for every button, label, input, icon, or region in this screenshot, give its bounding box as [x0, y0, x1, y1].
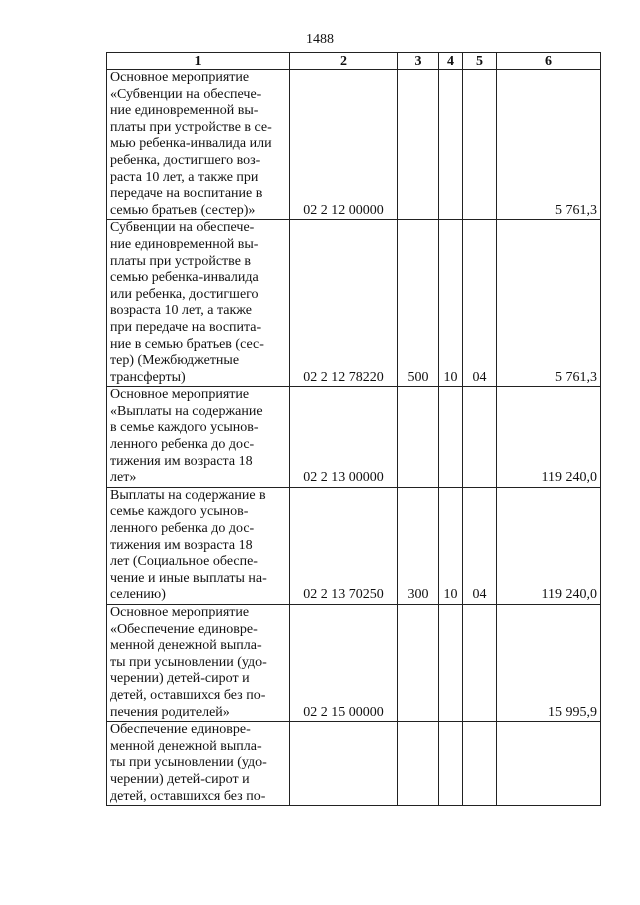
subsection: 04 [463, 220, 497, 387]
subsection [463, 387, 497, 488]
subsection: 04 [463, 487, 497, 604]
section [439, 387, 463, 488]
section [439, 605, 463, 722]
amount [497, 722, 601, 806]
item-name: Субвенции на обеспече- ние единовременной вы- платы при устройстве в семью ребенка-инвалида или ребенка, достигшего возраста 10 лет, а также при передаче на воспита- ние в семью братьев (сес- тер) (Межбюджетные трансферты) [107, 220, 290, 387]
budget-code: 02 2 12 78220 [290, 220, 398, 387]
table-row [107, 387, 601, 488]
expense-type: 300 [398, 487, 439, 604]
amount: 5 761,3 [497, 220, 601, 387]
item-name: Основное мероприятие «Обеспечение единовре- менной денежной выпла- ты при усыновлении (удо- черении) детей-сирот и детей, оставшихся без по- печения родителей» [107, 605, 290, 722]
section: 10 [439, 220, 463, 387]
expense-type [398, 605, 439, 722]
amount: 119 240,0 [497, 487, 601, 604]
budget-code [290, 722, 398, 806]
amount: 15 995,9 [497, 605, 601, 722]
column-header: 5 [463, 53, 497, 70]
budget-table [106, 52, 601, 806]
table-row [107, 220, 601, 387]
header-row [107, 53, 601, 70]
expense-type: 500 [398, 220, 439, 387]
expense-type [398, 722, 439, 806]
item-name: Основное мероприятие «Выплаты на содержание в семье каждого усынов- ленного ребенка до дос- тижения им возраста 18 лет» [107, 387, 290, 488]
subsection [463, 70, 497, 220]
budget-code: 02 2 12 00000 [290, 70, 398, 220]
column-header: 4 [439, 53, 463, 70]
amount: 119 240,0 [497, 387, 601, 488]
column-header: 1 [107, 53, 290, 70]
subsection [463, 605, 497, 722]
budget-code: 02 2 15 00000 [290, 605, 398, 722]
column-header: 3 [398, 53, 439, 70]
amount: 5 761,3 [497, 70, 601, 220]
expense-type [398, 70, 439, 220]
section [439, 70, 463, 220]
section: 10 [439, 487, 463, 604]
item-name: Основное мероприятие «Субвенции на обеспече- ние единовременной вы- платы при устройстве в се- мью ребенка-инвалида или ребенка, достигшего воз- раста 10 лет, а также при передаче на воспитание в семью братьев (сестер)» [107, 70, 290, 220]
table-row [107, 487, 601, 604]
column-header: 2 [290, 53, 398, 70]
page-number: 1488 [306, 32, 334, 47]
budget-code: 02 2 13 00000 [290, 387, 398, 488]
item-name: Обеспечение единовре- менной денежной выпла- ты при усыновлении (удо- черении) детей-сирот и детей, оставшихся без по- [107, 722, 290, 806]
column-header: 6 [497, 53, 601, 70]
table-row [107, 605, 601, 722]
item-name: Выплаты на содержание в семье каждого усынов- ленного ребенка до дос- тижения им возраста 18 лет (Социальное обеспе- чение и иные выплаты на- селению) [107, 487, 290, 604]
table-row [107, 70, 601, 220]
budget-code: 02 2 13 70250 [290, 487, 398, 604]
expense-type [398, 387, 439, 488]
subsection [463, 722, 497, 806]
table-row [107, 722, 601, 806]
section [439, 722, 463, 806]
